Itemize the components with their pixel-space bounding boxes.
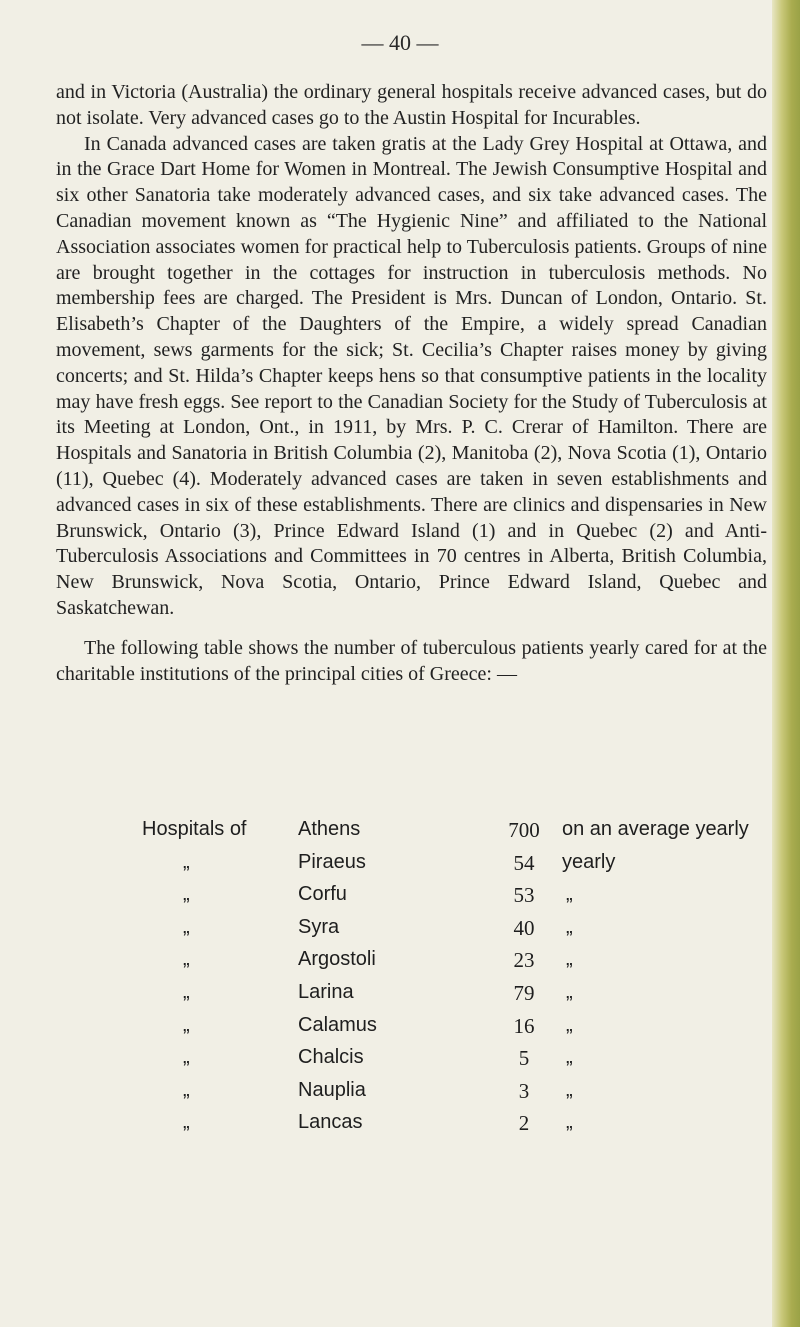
table-row <box>0 851 760 884</box>
count-note: „ <box>566 1013 573 1036</box>
count-note: „ <box>566 883 573 906</box>
city-name: Syra <box>298 915 340 938</box>
count-note: „ <box>566 1046 573 1069</box>
count-note: „ <box>566 1078 573 1101</box>
patient-count: 16 <box>513 1013 535 1038</box>
city-name: Lancas <box>298 1111 363 1134</box>
row-label: Hospitals of <box>142 818 247 840</box>
city-name: Calamus <box>298 1013 377 1036</box>
ditto-mark: „ <box>183 883 190 906</box>
count-note: on an average yearly <box>562 818 749 840</box>
table-row <box>0 1046 760 1079</box>
table-row <box>0 883 760 916</box>
page-edge-decoration <box>772 0 800 1327</box>
table-row <box>0 981 760 1014</box>
count-note: yearly <box>562 850 616 873</box>
count-note: „ <box>566 1111 573 1134</box>
patient-count: 2 <box>518 1111 530 1136</box>
ditto-mark: „ <box>183 1013 190 1036</box>
patient-count: 5 <box>518 1046 530 1071</box>
patient-count: 700 <box>508 818 540 842</box>
patient-count: 79 <box>513 980 535 1005</box>
city-name: Larina <box>298 980 354 1003</box>
table-row <box>0 1014 760 1047</box>
body-text <box>56 80 767 687</box>
paragraph-table-intro: The following table shows the number of tuberculous patients yearly cared for at the charitable institutions of the principal cities of Greece: — <box>56 636 767 685</box>
patient-count: 3 <box>518 1078 530 1103</box>
city-name: Piraeus <box>298 850 366 873</box>
table-row <box>0 818 760 851</box>
table-row <box>0 916 760 949</box>
table-row <box>0 1079 760 1112</box>
count-note: „ <box>566 980 573 1003</box>
table-row <box>0 1111 760 1144</box>
paragraph-victoria: and in Victoria (Australia) the ordinary general hospitals receive advanced cases, but do not isolate. Very advanced cases go to the Austin Hospital for Incurables. <box>56 81 767 129</box>
ditto-mark: „ <box>183 1078 190 1101</box>
count-note: „ <box>566 915 573 938</box>
city-name: Chalcis <box>298 1046 364 1069</box>
patient-count: 23 <box>513 948 535 973</box>
ditto-mark: „ <box>183 1111 190 1134</box>
ditto-mark: „ <box>183 1046 190 1069</box>
ditto-mark: „ <box>183 915 190 938</box>
patient-count: 40 <box>513 915 535 940</box>
page-number: — 40 — <box>361 30 439 55</box>
count-note: „ <box>566 948 573 971</box>
patient-count: 53 <box>513 883 535 908</box>
greece-hospitals-table <box>0 818 760 1144</box>
city-name: Corfu <box>298 883 347 906</box>
ditto-mark: „ <box>183 980 190 1003</box>
paragraph-canada: In Canada advanced cases are taken gratis at the Lady Grey Hospital at Ottawa, and in the Grace Dart Home for Women in Montreal. The Jewish Consumptive Hospital and six other Sanatoria take moderately advanced cases, and six take advanced cases. The Canadian movement known as “The Hygienic Nine” and affiliated to the National Association associates women for practical help to Tuberculosis patients. Groups of nine are brought together in the cottages for instruction in tuberculosis methods. No membership fees are charged. The President is Mrs. Duncan of London, Ontario. St. Elisabeth’s Chapter of the Daughters of the Empire, a widely spread Canadian movement, sews garments for the sick; St. Cecilia’s Chapter raises money by giving concerts; and St. Hilda’s Chapter keeps hens so that consumptive patients in the locality may have fresh eggs. See report to the Canadian Society for the Study of Tuberculosis at its Meeting at London, Ont., in 1911, by Mrs. P. C. Crerar of Hamilton. There are Hospitals and Sanatoria in British Columbia (2), Manitoba (2), Nova Scotia (1), Ontario (11), Quebec (4). Moderately advanced cases are taken in seven establishments and advanced cases in six of these establishments. There are clinics and dispensaries in New Brunswick, Ontario (3), Prince Edward Island (1) and in Quebec (2) and Anti-Tuberculosis Associations and Committees in 70 centres in Alberta, British Columbia, New Brunswick, Nova Scotia, Ontario, Prince Edward Island, Quebec and Saskatchewan. <box>56 132 767 619</box>
ditto-mark: „ <box>183 850 190 873</box>
city-name: Athens <box>298 818 361 840</box>
ditto-mark: „ <box>183 948 190 971</box>
table-row <box>0 948 760 981</box>
patient-count: 54 <box>513 850 535 875</box>
city-name: Nauplia <box>298 1078 366 1101</box>
city-name: Argostoli <box>298 948 376 971</box>
